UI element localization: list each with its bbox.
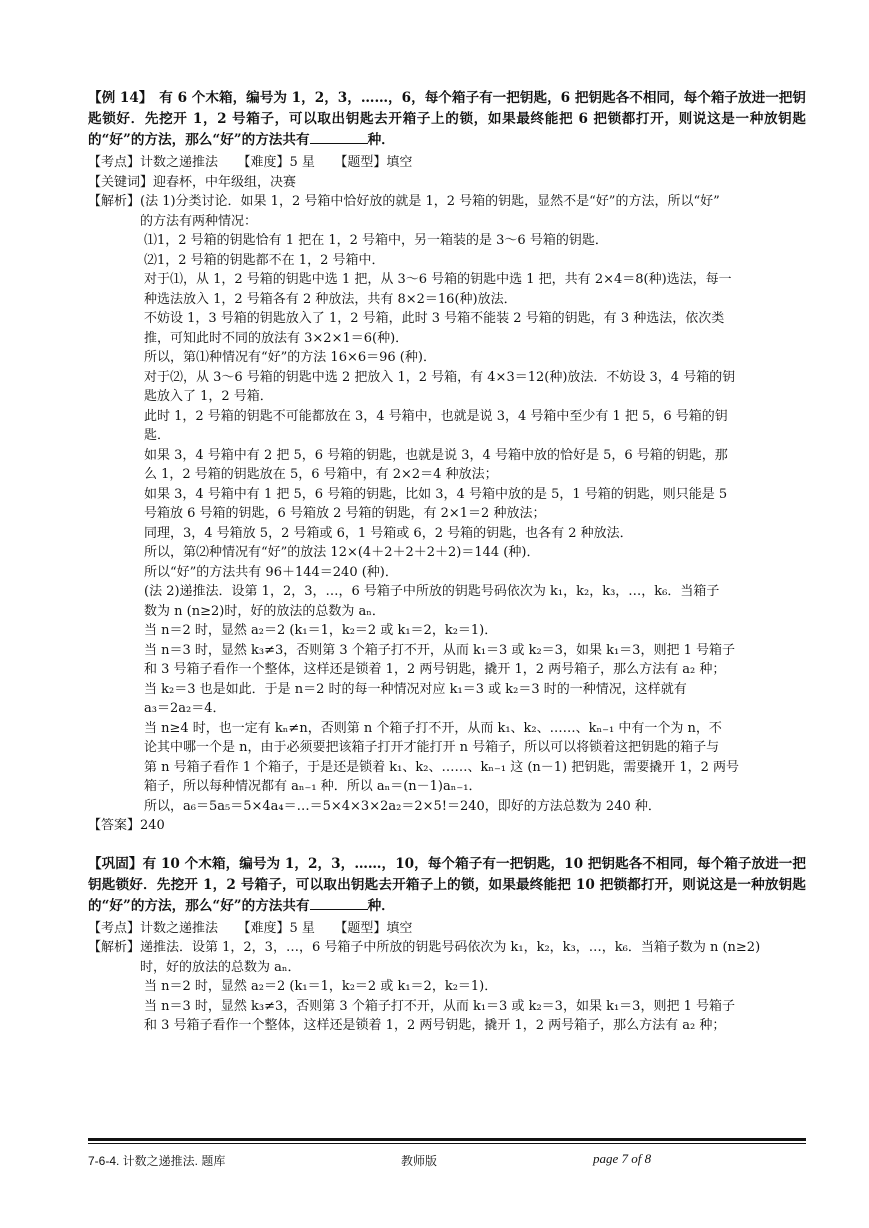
solution-line: 当 n＝3 时，显然 k₃≠3，否则第 3 个箱子打不开，从而 k₁＝3 或 k₂＝3，如果 k₁＝3，则把 1 号箱子 — [144, 998, 735, 1014]
solution-line: 当 n＝2 时，显然 a₂＝2 (k₁＝1，k₂＝2 或 k₁＝2，k₂＝1)． — [144, 979, 498, 994]
example-solution — [88, 192, 806, 816]
solution-line: 【解析】(法 1)分类讨论．如果 1，2 号箱中恰好放的就是 1，2 号箱的钥匙，显然不是“好”的方法，所以“好” — [88, 194, 720, 209]
consolidation-heading: 【巩固】 — [88, 855, 143, 872]
solution-line: 所以，a₆＝5a₅＝5×4a₄＝…＝5×4×3×2a₂＝2×5!＝240，即好的方法总数为 240 种． — [144, 798, 661, 814]
solution-line: 所以，第⑴种情况有“好”的方法 16×6＝96 (种)． — [144, 350, 436, 365]
consolidation-solution — [88, 938, 806, 1036]
solution-line: (法 2)递推法．设第 1，2，3，…，6 号箱子中所放的钥匙号码依次为 k₁，k₂，k₃，…，k₆．当箱子 — [144, 584, 720, 599]
example-problem-text: 有 6 个木箱，编号为 1，2，3，……，6，每个箱子有一把钥匙，6 把钥匙各不相同，每个箱子放进一把钥匙锁好．先挖开 1，2 号箱子，可以取出钥匙去开箱子上的锁，如果最终能把 6 把锁都打开，则说这是一种放钥匙的“好”的方法，那么“好”的方法共有 — [88, 90, 806, 148]
example-keywords: 【关键词】迎春杯，中年级组，决赛 — [88, 174, 297, 190]
solution-line: 匙放入了 1，2 号箱． — [144, 389, 273, 404]
solution-line: 和 3 号箱子看作一个整体，这样还是锁着 1，2 两号钥匙，撬开 1，2 两号箱子，那么方法有 a₂ 种； — [144, 1018, 726, 1033]
solution-line: 匙． — [144, 428, 171, 443]
solution-line: 当 n＝3 时，显然 k₃≠3，否则第 3 个箱子打不开，从而 k₁＝3 或 k₂＝3，如果 k₁＝3，则把 1 号箱子 — [144, 642, 735, 658]
example-answer: 【答案】240 — [88, 818, 165, 833]
solution-line: a₃＝2a₂＝4． — [144, 701, 226, 716]
example-problem-end: 种． — [367, 132, 395, 148]
page-footer — [88, 1138, 806, 1198]
solution-line: 种选法放入 1，2 号箱各有 2 种放法，共有 8×2＝16(种)放法． — [144, 291, 517, 307]
answer-blank — [310, 133, 368, 144]
solution-line: 么 1，2 号箱的钥匙放在 5，6 号箱中，有 2×2＝4 种放法； — [144, 467, 498, 482]
footer-rule-thick — [88, 1138, 806, 1141]
answer-blank — [310, 899, 368, 910]
footer-page-number: page 7 of 8 — [593, 1151, 652, 1166]
consolidation-problem-text: 有 10 个木箱，编号为 1，2，3，……，10，每个箱子有一把钥匙，10 把钥匙各不相同，每个箱子放进一把钥匙锁好．先挖开 1，2 号箱子，可以取出钥匙去开箱子上的锁，如果最终能把 10 把锁都打开，则说这是一种放钥匙的“好”的方法，那么“好”的方法共有 — [88, 855, 807, 914]
solution-line: 【解析】递推法．设第 1，2，3，…，6 号箱子中所放的钥匙号码依次为 k₁，k₂，k₃，…，k₆．当箱子数为 n (n≥2) — [88, 940, 761, 955]
consolidation-meta-line: 【考点】计数之递推法 【难度】5 星 【题型】填空 — [88, 920, 413, 936]
solution-line: 对于⑵，从 3～6 号箱的钥匙中选 2 把放入 1，2 号箱，有 4×3＝12(种)放法．不妨设 3，4 号箱的钥 — [144, 369, 736, 385]
solution-line: 的方法有两种情况： — [88, 213, 258, 229]
consolidation-problem-end: 种． — [367, 897, 395, 914]
solution-line: 此时 1，2 号箱的钥匙不可能都放在 3，4 号箱中，也就是说 3，4 号箱中至少有 1 把 5，6 号箱的钥 — [144, 408, 728, 424]
footer-doc-title: 7-6-4. 计数之递推法. 题库 — [88, 1154, 226, 1168]
solution-line: 当 n＝2 时，显然 a₂＝2 (k₁＝1，k₂＝2 或 k₁＝2，k₂＝1)． — [144, 623, 498, 638]
solution-line: 同理，3，4 号箱放 5，2 号箱或 6，1 号箱或 6，2 号箱的钥匙，也各有 2 种放法． — [144, 525, 633, 541]
solution-line: 数为 n (n≥2)时，好的放法的总数为 aₙ． — [144, 603, 385, 619]
example-meta-line: 【考点】计数之递推法 【难度】5 星 【题型】填空 — [88, 155, 413, 170]
solution-line: ⑴1，2 号箱的钥匙恰有 1 把在 1，2 号箱中，另一箱装的是 3～6 号箱的钥匙． — [144, 233, 608, 248]
footer-rule-thin — [88, 1143, 806, 1144]
example-problem — [88, 88, 806, 151]
solution-line: 如果 3，4 号箱中有 1 把 5，6 号箱的钥匙，比如 3，4 号箱中放的是 5，1 号箱的钥匙，则只能是 5 — [144, 486, 728, 502]
solution-line: 号箱放 6 号箱的钥匙，6 号箱放 2 号箱的钥匙，有 2×1＝2 种放法； — [144, 506, 546, 521]
content-area — [88, 88, 806, 1036]
solution-line: 时，好的放法的总数为 aₙ． — [88, 959, 301, 975]
solution-line: 当 k₂＝3 也是如此．于是 n＝2 时的每一种情况对应 k₁＝3 或 k₂＝3 时的一种情况，这样就有 — [144, 681, 687, 697]
solution-line: 论其中哪一个是 n，由于必须要把该箱子打开才能打开 n 号箱子，所以可以将锁着这把钥匙的箱子与 — [144, 740, 720, 755]
solution-line: 不妨设 1，3 号箱的钥匙放入了 1，2 号箱，此时 3 号箱不能装 2 号箱的钥匙，有 3 种选法，依次类 — [144, 311, 725, 326]
solution-line: 所以“好”的方法共有 96＋144＝240 (种)． — [144, 564, 398, 580]
solution-line: 对于⑴，从 1，2 号箱的钥匙中选 1 把，从 3～6 号箱的钥匙中选 1 把，共有 2×4＝8(种)选法，每一 — [144, 272, 732, 287]
consolidation-problem — [88, 854, 806, 917]
solution-line: 推，可知此时不同的放法有 3×2×1＝6(种)． — [144, 330, 409, 346]
section-gap — [88, 836, 806, 854]
solution-line: 所以，第⑵种情况有“好”的放法 12×(4＋2＋2＋2＋2)＝144 (种)． — [144, 545, 540, 560]
footer-edition: 教师版 — [401, 1154, 438, 1168]
example-heading: 【例 14】 — [88, 90, 146, 106]
solution-line: 第 n 号箱子看作 1 个箱子，于是还是锁着 k₁、k₂、……、kₙ₋₁ 这 (n－1) 把钥匙，需要撬开 1，2 两号 — [144, 759, 740, 775]
solution-line: 箱子，所以每种情况都有 aₙ₋₁ 种．所以 aₙ＝(n－1)aₙ₋₁． — [144, 779, 482, 794]
solution-line: 如果 3，4 号箱中有 2 把 5，6 号箱的钥匙，也就是说 3，4 号箱中放的恰好是 5，6 号箱的钥匙，那 — [144, 447, 728, 463]
solution-line: 当 n≥4 时，也一定有 kₙ≠n，否则第 n 个箱子打不开，从而 k₁、k₂、……、kₙ₋₁ 中有一个为 n，不 — [144, 720, 722, 736]
solution-line: 和 3 号箱子看作一个整体，这样还是锁着 1，2 两号钥匙，撬开 1，2 两号箱子，那么方法有 a₂ 种； — [144, 662, 726, 677]
solution-line: ⑵1，2 号箱的钥匙都不在 1，2 号箱中． — [144, 252, 385, 268]
